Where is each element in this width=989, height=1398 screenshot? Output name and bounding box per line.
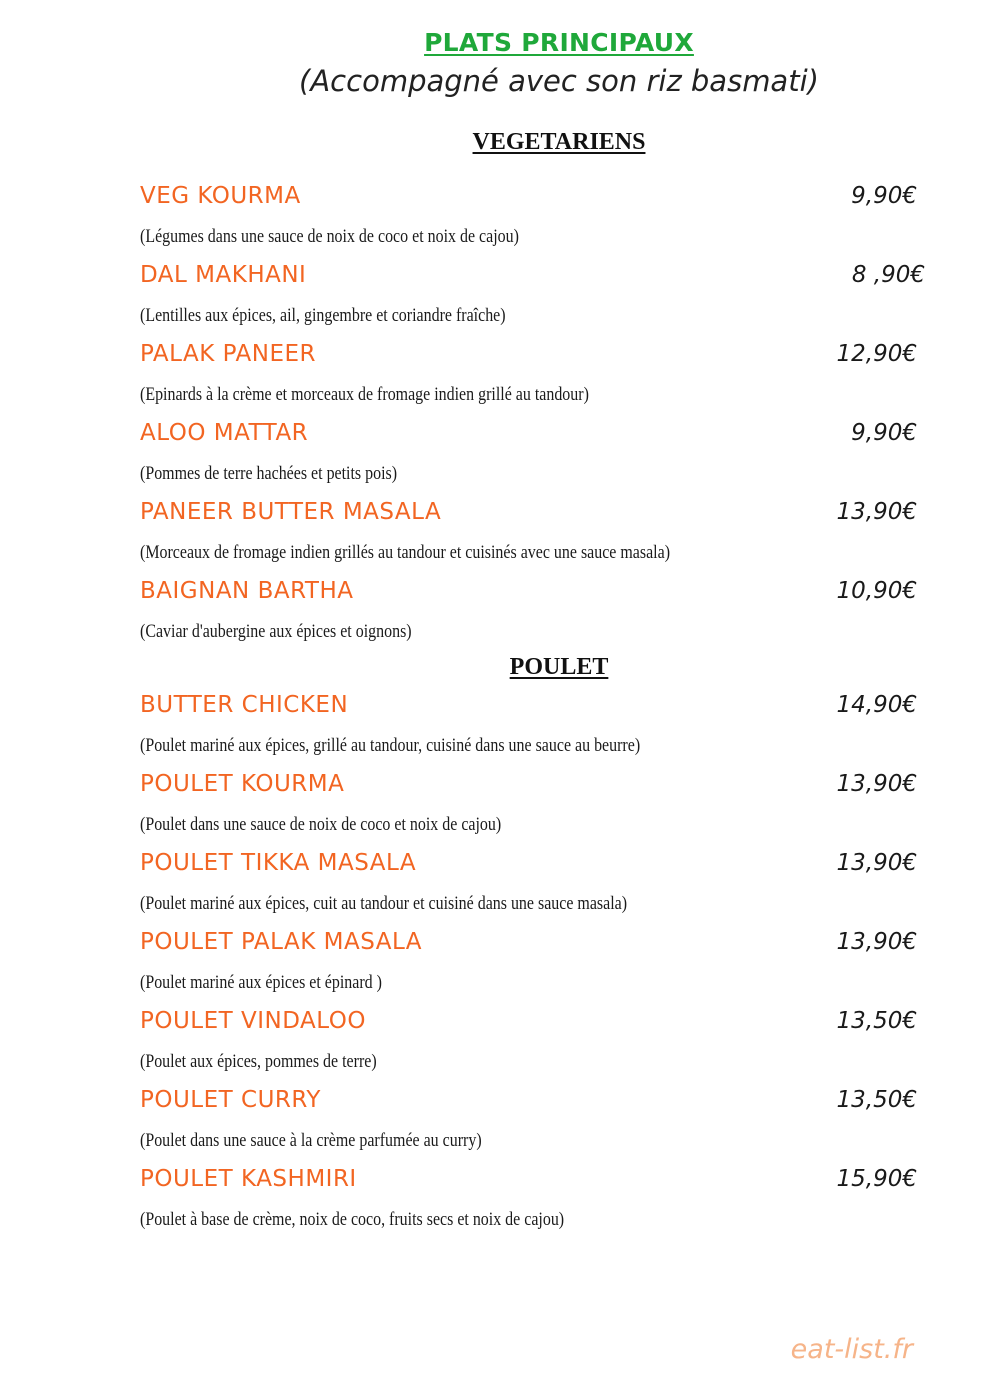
dish-name: BUTTER CHICKEN [140,692,349,718]
dish-name: BAIGNAN BARTHA [140,578,354,604]
dish-price: 14,90€ [836,692,917,718]
dish-description: (Caviar d'aubergine aux épices et oignons) [140,621,412,642]
dish-description: (Poulet dans une sauce à la crème parfumée au curry) [140,1130,482,1151]
dish-price: 13,90€ [836,929,917,955]
dish-price: 15,90€ [836,1166,917,1192]
dish-price: 13,50€ [836,1008,917,1034]
dish-description: (Poulet mariné aux épices et épinard ) [140,972,382,993]
dish-name: POULET VINDALOO [140,1008,366,1034]
dish-description: (Lentilles aux épices, ail, gingembre et coriandre fraîche) [140,305,506,326]
dish-price: 13,90€ [836,850,917,876]
section-heading-poulet: POULET [509,654,609,680]
dish-description: (Poulet à base de crème, noix de coco, fruits secs et noix de cajou) [140,1209,565,1230]
dish-price: 13,50€ [836,1087,917,1113]
dish-price: 10,90€ [836,578,917,604]
dish-name: ALOO MATTAR [140,420,309,446]
dish-price: 9,90€ [851,183,917,209]
dish-description: (Morceaux de fromage indien grillés au tandour et cuisinés avec une sauce masala) [140,542,671,563]
dish-name: POULET KASHMIRI [140,1166,357,1192]
dish-name: POULET KOURMA [140,771,345,797]
watermark-text: eat-list.fr [790,1334,913,1365]
dish-description: (Légumes dans une sauce de noix de coco et noix de cajou) [140,226,519,247]
page-title: PLATS PRINCIPAUX [424,28,694,57]
dish-description: (Pommes de terre hachées et petits pois) [140,463,398,484]
dish-description: (Poulet mariné aux épices, cuit au tandour et cuisiné dans une sauce masala) [140,893,628,914]
dish-price: 12,90€ [836,341,917,367]
dish-description: (Epinards à la crème et morceaux de fromage indien grillé au tandour) [140,384,589,405]
dish-name: POULET PALAK MASALA [140,929,423,955]
dish-name: POULET CURRY [140,1087,321,1113]
dish-description: (Poulet aux épices, pommes de terre) [140,1051,377,1072]
dish-name: PANEER BUTTER MASALA [140,499,442,525]
dish-name: DAL MAKHANI [140,262,307,288]
dish-description: (Poulet mariné aux épices, grillé au tandour, cuisiné dans une sauce au beurre) [140,735,641,756]
dish-name: VEG KOURMA [140,183,301,209]
section-heading-vegetariens: VEGETARIENS [472,129,646,155]
page-subtitle: (Accompagné avec son riz basmati) [299,64,819,98]
dish-description: (Poulet dans une sauce de noix de coco et noix de cajou) [140,814,502,835]
dish-price: 13,90€ [836,771,917,797]
dish-name: POULET TIKKA MASALA [140,850,417,876]
dish-name: PALAK PANEER [140,341,316,367]
dish-price: 9,90€ [851,420,917,446]
dish-price: 8 ,90€ [851,262,925,288]
dish-price: 13,90€ [836,499,917,525]
